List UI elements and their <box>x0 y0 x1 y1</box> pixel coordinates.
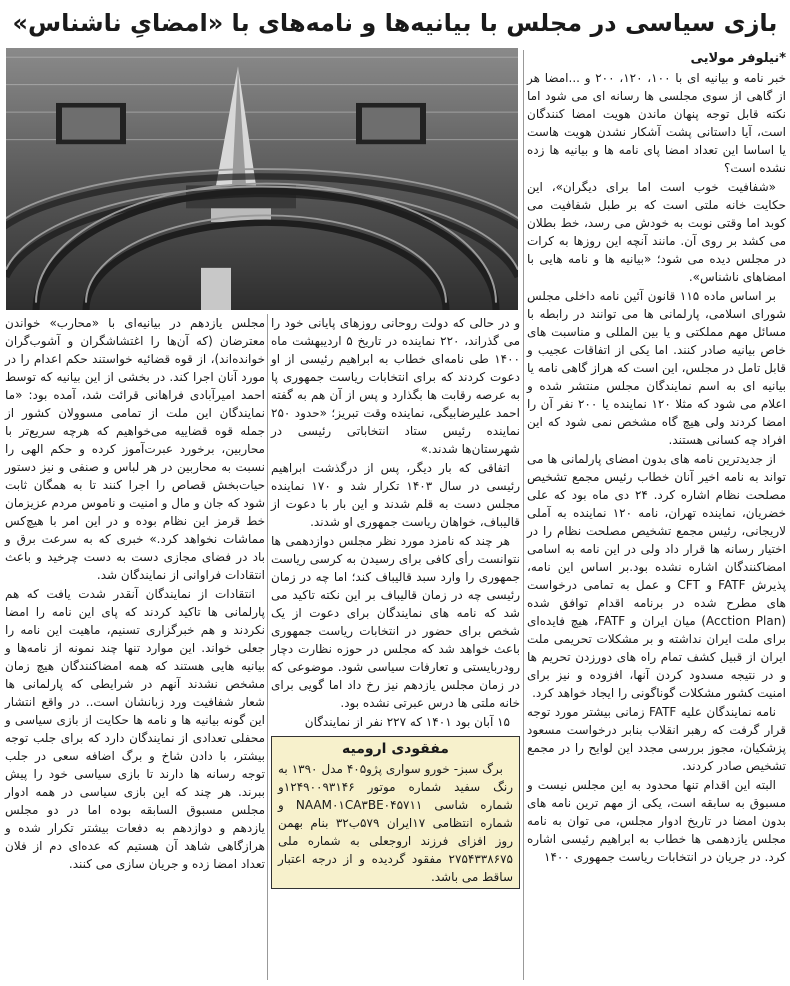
paragraph: انتقادات از نمایندگان آنقدر شدت یافت که هم پارلمانی ها تاکید کردند که پای این نامه را امضا نکردند و هم خبرگزاری تسنیم، ماهیت این نامه را جعلی خواند. این موارد تنها چند نمونه از نامه‌ها و بیانیه هایی هستند که همه امضاکنندگان هیچ زمان مشخص نشدند آنهم در شرایطی که پارلمانی ها شعار شفافیت ورد زبانشان است.. در واقع انتشار این گونه بیانیه ها و نامه ها حکایت از بازی سیاسی و محفلی تعدادی از نمایندگان دارد که برای جلب توجه بیشتر، با دادن شاخ و برگ اضافه سعی در جلب توجه رسانه ها دارند تا بازی سیاسی خود را پیش ببرند. هر چند که این بازی سیاسی در همه ادوار مجلس مسبوق السابقه بوده اما در دو مجلس یازدهم و دوازدهم به دفعات بیشتر تکرار شده و هرازگاهی شاهد آن هستیم که عده‌ای دم از فلان تعداد امضا زده و جریان سازی می کنند. <box>5 587 265 871</box>
paragraph: هر چند که نامزد مورد نظر مجلس دوازدهمی ها نتوانست رأی کافی برای رسیدن به کرسی ریاست جمهوری را وارد سبد قالیباف کند؛ اما چه در زمان رئیسی چه در زمان قالیباف بر این نکته تاکید می شد که نامه های نمایندگان برای دعوت از یک شخص برای حضور در انتخابات ریاست جمهوری باعث خواهد شد که مجلس در حوزه نظارت دچار رودربایستی و تعارفات سیاسی شود. موضوعی که در زمان مجلس یازدهم نیز رخ داد اما گویی برای خانه ملتی ها درس عبرتی نشده بود. <box>271 534 520 710</box>
lost-document-notice <box>271 736 520 889</box>
paragraph: و در حالی که دولت روحانی روزهای پایانی خود را می گذراند، ۲۲۰ نماینده در تاریخ ۵ اردیبهشت ماه ۱۴۰۰ طی نامه‌ای خطاب به ابراهیم رئیسی از او دعوت کردند که برای انتخابات ریاست جمهوری پا به عرصه رقابت ها بگذارد و پس از آن هم به گفته احمد علیرضابیگی، نماینده وقت تبریز؛ «حدود ۲۵۰ نماینده رئیس ستاد انتخاباتی رئیسی در شهرستان‌ها شدند.» <box>271 316 520 456</box>
paragraph: ۱۵ آبان بود ۱۴۰۱ که ۲۲۷ نفر از نمایندگان <box>304 715 510 729</box>
article-column-right <box>527 50 786 867</box>
column-divider <box>523 50 524 980</box>
article-column-middle <box>271 314 520 889</box>
paragraph: مجلس یازدهم در بیانیه‌ای با «محارب» خواندن معترضان (که آن‌ها را اغتشاشگران و آشوب‌گران خوانده‌اند)، از قوه قضائیه خواستند حکم اعدام را در مورد آنان اجرا کند. در بخشی از این بیانیه که توسط احمد امیرآبادی فراهانی قرائت شد، آمده بود: «ما نمایندگان این ملت از تمامی مسوولان کشور از جمله قوه قضاییه می‌خواهیم که هرچه سریع‌تر با محاربین، برخورد عبرت‌آموز کرده و حکم الهی را نسبت به محاربین در هر لباس و صنفی و نیز دستور حیات‌بخش قصاص را اجرا کنند تا به همگان ثابت شود که جان و مال و امنیت و ناموس مردم عزیزمان خط قرمز این نظام بوده و در این امر با هیچ‌کس مماشات نخواهد کرد.» خبری که به سرعت برق و باد در فضای مجازی دست به دست چرخید و باعث انتقادات فراوانی از نمایندگان شد. <box>5 316 265 582</box>
paragraph: البته این اقدام تنها محدود به این مجلس نیست و مسبوق به سابقه است، یکی از مهم ترین نامه های بدون امضا در تاریخ ادوار مجلس، می توان به نامه مجلس یازدهمی ها خطاب به ابراهیم رئیسی اشاره کرد. در جریان در انتخابات ریاست جمهوری ۱۴۰۰ <box>527 778 786 864</box>
paragraph: اتفاقی که بار دیگر، پس از درگذشت ابراهیم رئیسی در سال ۱۴۰۳ تکرار شد و ۱۷۰ نماینده مجلس دست به قلم شدند و این بار با دعوت از قالیباف، خواهان ریاست جمهوری او شدند. <box>271 461 520 529</box>
notice-title: مفقودی ارومیه <box>342 741 449 757</box>
paragraph: بر اساس ماده ۱۱۵ قانون آئین نامه داخلی مجلس شورای اسلامی، پارلمانی ها می توانند در رابطه با مسائل مهم مملکتی و یا بین المللی و مناسبت های خاص بیانیه صادر کنند. اما یکی از اتفاقات عجیب و قابل تامل در مجلس، این است که هراز گاهی نامه یا بیانیه ای به اسم نمایندگان مجلس منتشر شده و اعلام می شود که مثلا ۱۲۰ نماینده یا ۲۰۰ نفر آن را امضا کردند ولی هیچ گاه مشخص نمی شود که این افراد چه کسانی هستند. <box>527 289 787 447</box>
column-divider <box>267 314 268 980</box>
notice-body: برگ سبز- خورو سواری پژو۴۰۵ مدل ۱۳۹۰ به رنگ سفید شماره موتور ۱۲۴۹۰۰۹۳۱۴۶و شماره شاسی NAAM۰۱CA۳BE۰۴۵۷۱۱ و شماره انتظامی ۱۷ایران ۵۷۹ب۳۲ بنام بهمن روز افزای فرزند اروجعلی به شماره ملی ۲۷۵۴۳۳۸۶۷۵ مفقود گردیده و از درجه اعتبار ساقط می باشد. <box>278 762 513 884</box>
paragraph: خبر نامه و بیانیه ای با ۱۰۰، ۱۲۰، ۲۰۰ و ...امضا هر از گاهی از سوی مجلسی ها رسانه ای می شود اما نکته قابل توجه پنهان ماندن هویت امضا کنندگان است، آیا داستانی پشت آشکار نشدن هویت هاست یا اساسا این تعداد امضا پای نامه ها و بیانیه ها زده نشده است؟ <box>527 71 787 175</box>
parliament-chamber-image <box>6 48 518 310</box>
paragraph: نامه نمایندگان علیه FATF زمانی بیشتر مورد توجه قرار گرفت که رهبر انقلاب بنابر درخواست مسعود پزشکیان، مجوز بررسی مجدد این لوایح را در مجمع تشخیص صادر کردند. <box>527 705 786 773</box>
headline: بازی سیاسی در مجلس با بیانیه‌ها و نامه‌های با «امضایِ ناشناس» <box>12 9 778 37</box>
parliament-photo <box>6 48 518 310</box>
byline: *نیلوفر مولایی <box>690 51 786 66</box>
paragraph: «شفافیت خوب است اما برای دیگران»، این حکایت خانه ملتی است که بر طبل شفافیت می کوبد اما وقتی نوبت به خودش می رسد، خط بطلان می کشد بر روی آن. مانند آنچه این روزها به کرات در مجلس دیده می شود؛ «بیانیه ها و نامه هایی با امضاهای ناشناس». <box>527 180 786 284</box>
article-column-left <box>5 314 265 874</box>
paragraph: از جدیدترین نامه های بدون امضای پارلمانی ها می تواند به نامه اخیر آنان خطاب رئیس مجمع تشخیص مصلحت نظام اشاره کرد. ۲۴ دی ماه بود که علی خضریان، نماینده تهران، نامه ۱۲۰ نماینده به آملی لاریجانی، رئیس مجمع تشخیص مصلحت نظام را در اختیار رسانه ها قرار داد ولی در این نامه به اسامی امضاکنندگان اشاره نشده بود.بر اساس این نامه، پذیرش FATF و CFT و عمل به تمامی درخواست های مطرح شده در برنامه اقدام توافق شده (Acction Plan) میان ایران و FATF، هیچ فایده‌ای برای ملت ایران نداشته و بر مشکلات تحریمی ملت ایران از قبیل کشف تمام راه های دورزدن تحریم ها و در نتیجه مسدود کردن آنها، افزوده و نیز برای امنیت کشور مشکلات گوناگونی را ایجاد خواهد کرد. <box>527 452 787 700</box>
